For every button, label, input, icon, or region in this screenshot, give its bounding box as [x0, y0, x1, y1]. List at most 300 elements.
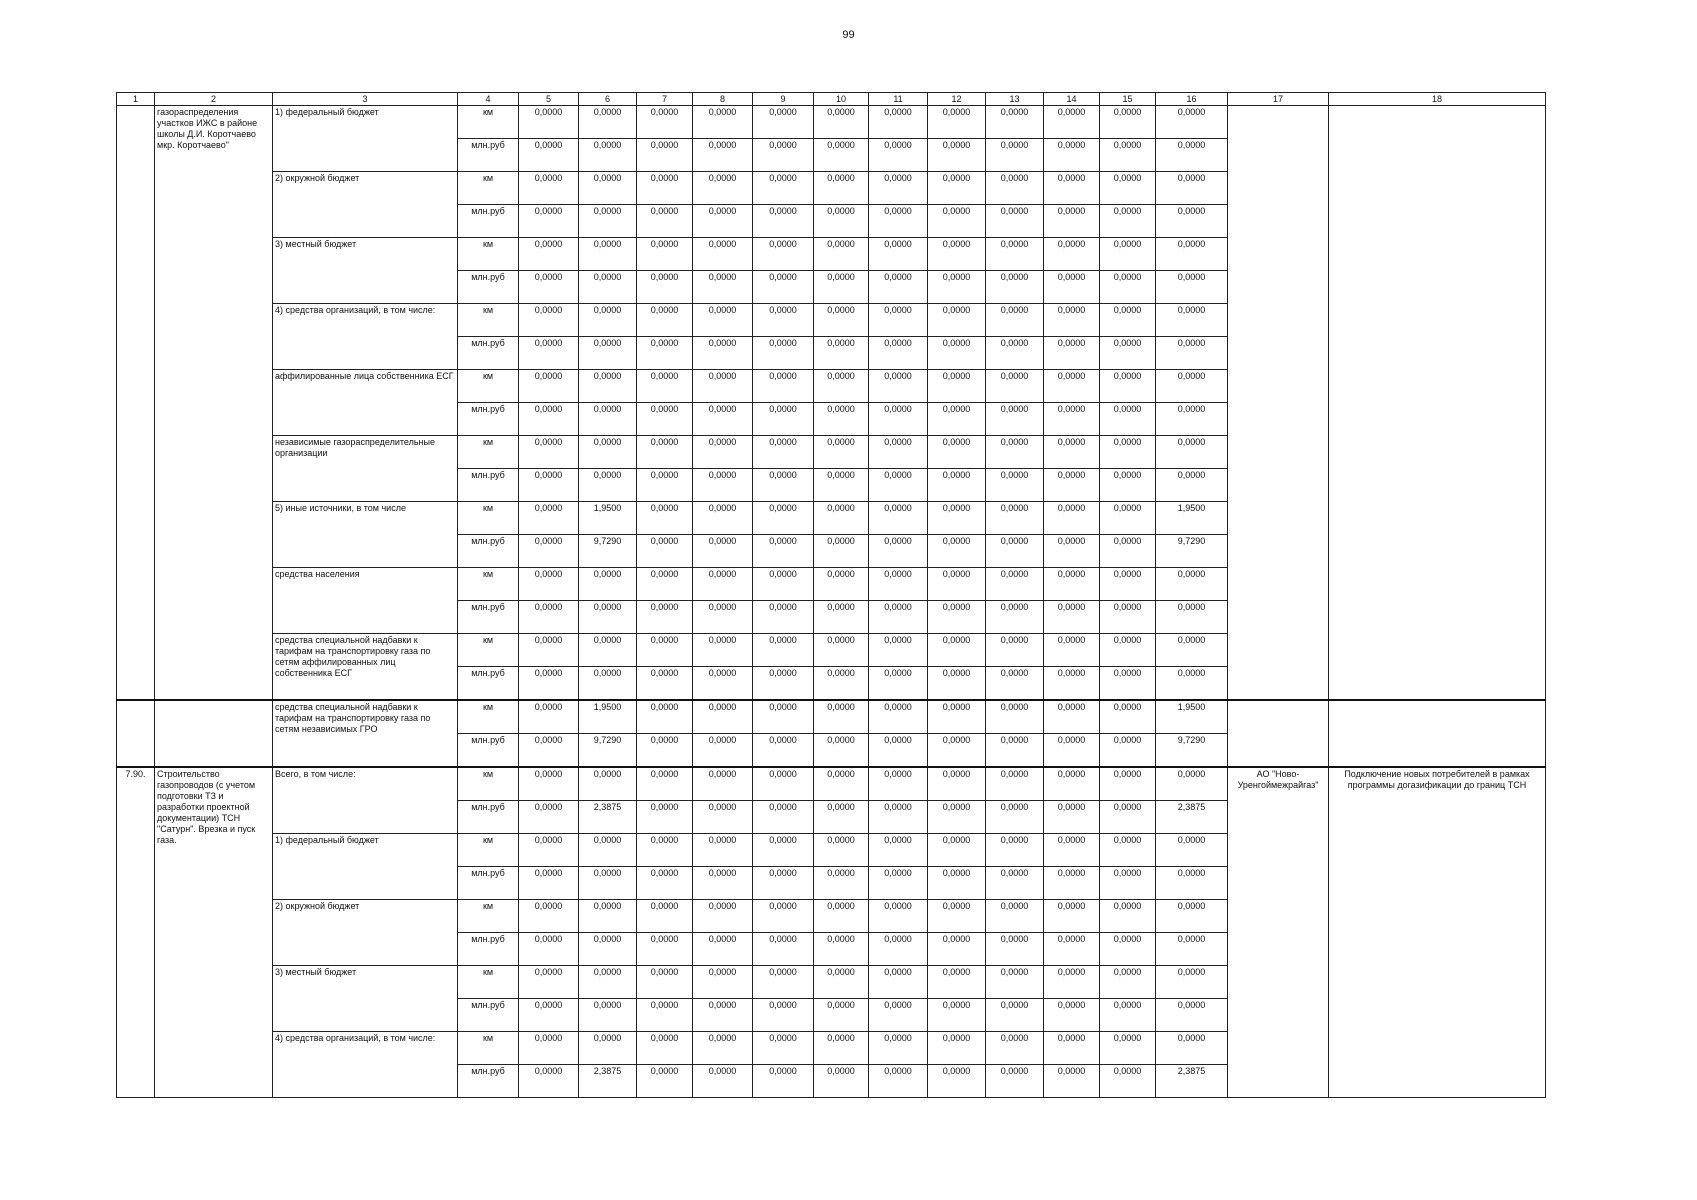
value-cell: 0,0000: [519, 767, 579, 801]
value-cell: 0,0000: [753, 1032, 814, 1065]
funding-source-label: 4) средства организаций, в том числе:: [273, 1032, 458, 1098]
value-cell: 0,0000: [693, 801, 753, 834]
value-cell: 0,0000: [637, 436, 693, 469]
column-number: 4: [458, 93, 519, 106]
value-cell: 0,0000: [928, 867, 986, 900]
purpose: [1329, 106, 1546, 701]
column-number: 15: [1100, 93, 1156, 106]
value-cell: 0,0000: [928, 966, 986, 999]
value-cell: 0,0000: [753, 601, 814, 634]
value-cell: 0,0000: [519, 801, 579, 834]
value-cell: 0,0000: [1044, 535, 1100, 568]
funding-source-label: 3) местный бюджет: [273, 966, 458, 1032]
value-cell: 0,0000: [637, 535, 693, 568]
value-cell: 0,0000: [1044, 734, 1100, 768]
value-cell: 0,0000: [579, 867, 637, 900]
value-cell: 0,0000: [693, 734, 753, 768]
value-cell: 0,0000: [986, 535, 1044, 568]
value-cell: 0,0000: [1156, 205, 1228, 238]
table-row: [117, 700, 1546, 734]
value-cell: 0,0000: [1156, 999, 1228, 1032]
column-number: 14: [1044, 93, 1100, 106]
value-cell: 0,0000: [1100, 502, 1156, 535]
value-cell: 0,0000: [869, 634, 928, 667]
value-cell: 0,0000: [519, 469, 579, 502]
value-cell: 0,0000: [814, 867, 869, 900]
unit-cell: км: [458, 634, 519, 667]
unit-cell: млн.руб: [458, 1065, 519, 1098]
value-cell: 0,0000: [928, 834, 986, 867]
value-cell: 0,0000: [814, 933, 869, 966]
value-cell: 0,0000: [1100, 1032, 1156, 1065]
value-cell: 0,0000: [519, 106, 579, 139]
value-cell: 0,0000: [986, 933, 1044, 966]
value-cell: 0,0000: [637, 867, 693, 900]
value-cell: 0,0000: [869, 734, 928, 768]
column-number: 13: [986, 93, 1044, 106]
value-cell: 0,0000: [1156, 568, 1228, 601]
value-cell: 0,0000: [579, 436, 637, 469]
funding-source-label: средства специальной надбавки к тарифам на транспортировку газа по сетям независимых ГРО: [273, 700, 458, 767]
value-cell: 0,0000: [1100, 634, 1156, 667]
value-cell: 0,0000: [519, 867, 579, 900]
column-number: 6: [579, 93, 637, 106]
value-cell: 0,0000: [869, 172, 928, 205]
value-cell: 0,0000: [814, 700, 869, 734]
value-cell: 0,0000: [637, 139, 693, 172]
column-number: 8: [693, 93, 753, 106]
value-cell: 0,0000: [693, 172, 753, 205]
value-cell: 0,0000: [986, 801, 1044, 834]
unit-cell: км: [458, 172, 519, 205]
value-cell: 0,0000: [753, 700, 814, 734]
value-cell: 0,0000: [753, 1065, 814, 1098]
value-cell: 0,0000: [986, 634, 1044, 667]
value-cell: 0,0000: [637, 734, 693, 768]
value-cell: 0,0000: [1156, 966, 1228, 999]
value-cell: 0,0000: [869, 205, 928, 238]
value-cell: 0,0000: [753, 205, 814, 238]
value-cell: 0,0000: [1100, 139, 1156, 172]
value-cell: 0,0000: [869, 834, 928, 867]
value-cell: 0,0000: [814, 337, 869, 370]
value-cell: 0,0000: [753, 667, 814, 701]
column-number: 3: [273, 93, 458, 106]
value-cell: 0,0000: [753, 767, 814, 801]
value-cell: 0,0000: [693, 106, 753, 139]
value-cell: 0,0000: [928, 1065, 986, 1098]
value-cell: 0,0000: [1156, 834, 1228, 867]
value-cell: 0,0000: [928, 634, 986, 667]
value-cell: 0,0000: [579, 634, 637, 667]
value-cell: 0,0000: [693, 403, 753, 436]
value-cell: 0,0000: [928, 667, 986, 701]
value-cell: 0,0000: [519, 933, 579, 966]
unit-cell: км: [458, 238, 519, 271]
value-cell: 0,0000: [986, 403, 1044, 436]
value-cell: 0,0000: [1044, 106, 1100, 139]
column-number: 1: [117, 93, 155, 106]
value-cell: 0,0000: [693, 304, 753, 337]
value-cell: 0,0000: [693, 834, 753, 867]
value-cell: 0,0000: [928, 271, 986, 304]
value-cell: 0,0000: [986, 767, 1044, 801]
unit-cell: км: [458, 304, 519, 337]
value-cell: 0,0000: [928, 801, 986, 834]
funding-source-label: 1) федеральный бюджет: [273, 834, 458, 900]
value-cell: 0,0000: [579, 106, 637, 139]
value-cell: 0,0000: [986, 999, 1044, 1032]
value-cell: 0,0000: [814, 139, 869, 172]
value-cell: 0,0000: [1100, 238, 1156, 271]
unit-cell: км: [458, 106, 519, 139]
value-cell: 0,0000: [1100, 436, 1156, 469]
value-cell: 0,0000: [986, 370, 1044, 403]
unit-cell: км: [458, 1032, 519, 1065]
value-cell: 0,0000: [637, 601, 693, 634]
value-cell: 0,0000: [579, 304, 637, 337]
value-cell: 0,0000: [519, 1065, 579, 1098]
unit-cell: млн.руб: [458, 999, 519, 1032]
unit-cell: млн.руб: [458, 867, 519, 900]
unit-cell: км: [458, 834, 519, 867]
value-cell: 0,0000: [753, 403, 814, 436]
value-cell: 0,0000: [693, 469, 753, 502]
value-cell: 0,0000: [869, 933, 928, 966]
value-cell: 0,0000: [579, 370, 637, 403]
value-cell: 0,0000: [814, 238, 869, 271]
value-cell: 0,0000: [869, 238, 928, 271]
value-cell: 0,0000: [637, 933, 693, 966]
value-cell: 0,0000: [928, 900, 986, 933]
value-cell: 0,0000: [928, 205, 986, 238]
value-cell: 0,0000: [928, 469, 986, 502]
value-cell: 0,0000: [1044, 767, 1100, 801]
unit-cell: млн.руб: [458, 667, 519, 701]
value-cell: 0,0000: [1156, 403, 1228, 436]
value-cell: 0,0000: [1156, 436, 1228, 469]
column-number-row: [117, 93, 1546, 106]
value-cell: 0,0000: [519, 403, 579, 436]
value-cell: 0,0000: [986, 601, 1044, 634]
value-cell: 0,0000: [814, 966, 869, 999]
value-cell: 1,9500: [1156, 700, 1228, 734]
value-cell: 0,0000: [753, 867, 814, 900]
funding-source-label: 2) окружной бюджет: [273, 900, 458, 966]
value-cell: 0,0000: [869, 535, 928, 568]
value-cell: 0,0000: [753, 436, 814, 469]
value-cell: 0,0000: [1156, 172, 1228, 205]
value-cell: 0,0000: [1100, 205, 1156, 238]
value-cell: 0,0000: [753, 535, 814, 568]
value-cell: 0,0000: [814, 304, 869, 337]
unit-cell: млн.руб: [458, 139, 519, 172]
unit-cell: млн.руб: [458, 734, 519, 768]
value-cell: 0,0000: [637, 106, 693, 139]
value-cell: 0,0000: [869, 271, 928, 304]
value-cell: 0,0000: [986, 734, 1044, 768]
value-cell: 0,0000: [637, 834, 693, 867]
value-cell: 0,0000: [814, 1032, 869, 1065]
value-cell: 0,0000: [1044, 370, 1100, 403]
value-cell: 9,7290: [1156, 734, 1228, 768]
value-cell: 0,0000: [928, 999, 986, 1032]
value-cell: 0,0000: [869, 601, 928, 634]
value-cell: 0,0000: [693, 502, 753, 535]
item-name: Строительство газопроводов (с учетом подготовки ТЗ и разработки проектной документации) ТСН "Сатурн". Врезка и пуск газа.: [155, 767, 273, 1098]
value-cell: 0,0000: [814, 469, 869, 502]
purpose: Подключение новых потребителей в рамках программы догазификации до границ ТСН: [1329, 767, 1546, 1098]
value-cell: 0,0000: [1100, 1065, 1156, 1098]
value-cell: 0,0000: [753, 238, 814, 271]
unit-cell: млн.руб: [458, 271, 519, 304]
value-cell: 0,0000: [986, 304, 1044, 337]
value-cell: 0,0000: [693, 271, 753, 304]
value-cell: 0,0000: [1156, 867, 1228, 900]
value-cell: 0,0000: [753, 469, 814, 502]
table-row: [117, 106, 1546, 139]
column-number: 10: [814, 93, 869, 106]
value-cell: 0,0000: [986, 502, 1044, 535]
value-cell: 0,0000: [986, 1032, 1044, 1065]
funding-source-label: 4) средства организаций, в том числе:: [273, 304, 458, 370]
value-cell: 0,0000: [1100, 337, 1156, 370]
value-cell: 0,0000: [814, 601, 869, 634]
value-cell: 0,0000: [637, 370, 693, 403]
value-cell: 0,0000: [579, 403, 637, 436]
value-cell: 0,0000: [519, 700, 579, 734]
value-cell: 0,0000: [693, 700, 753, 734]
item-number: [117, 700, 155, 767]
value-cell: 0,0000: [693, 205, 753, 238]
value-cell: 0,0000: [1100, 834, 1156, 867]
value-cell: 0,0000: [928, 304, 986, 337]
value-cell: 0,0000: [1156, 238, 1228, 271]
value-cell: 0,0000: [1044, 502, 1100, 535]
value-cell: 0,0000: [869, 700, 928, 734]
value-cell: 0,0000: [753, 106, 814, 139]
value-cell: 0,0000: [1100, 304, 1156, 337]
value-cell: 0,0000: [1100, 734, 1156, 768]
column-number: 9: [753, 93, 814, 106]
value-cell: 0,0000: [1100, 469, 1156, 502]
value-cell: 0,0000: [986, 867, 1044, 900]
value-cell: 0,0000: [637, 634, 693, 667]
unit-cell: млн.руб: [458, 205, 519, 238]
value-cell: 0,0000: [869, 1065, 928, 1098]
value-cell: 2,3875: [1156, 1065, 1228, 1098]
funding-source-label: средства специальной надбавки к тарифам на транспортировку газа по сетям аффилированных лиц собственника ЕСГ: [273, 634, 458, 701]
value-cell: 0,0000: [814, 502, 869, 535]
value-cell: 0,0000: [1156, 271, 1228, 304]
value-cell: 0,0000: [928, 337, 986, 370]
value-cell: 0,0000: [986, 337, 1044, 370]
value-cell: 0,0000: [1100, 172, 1156, 205]
value-cell: 0,0000: [519, 601, 579, 634]
unit-cell: млн.руб: [458, 535, 519, 568]
value-cell: 0,0000: [869, 403, 928, 436]
value-cell: 1,9500: [579, 502, 637, 535]
value-cell: 0,0000: [579, 205, 637, 238]
value-cell: 0,0000: [519, 900, 579, 933]
value-cell: 0,0000: [928, 502, 986, 535]
value-cell: 0,0000: [986, 106, 1044, 139]
value-cell: 0,0000: [869, 106, 928, 139]
value-cell: 0,0000: [637, 767, 693, 801]
value-cell: 0,0000: [579, 238, 637, 271]
unit-cell: км: [458, 502, 519, 535]
value-cell: 0,0000: [986, 1065, 1044, 1098]
value-cell: 0,0000: [928, 370, 986, 403]
unit-cell: км: [458, 900, 519, 933]
value-cell: 0,0000: [928, 1032, 986, 1065]
value-cell: 0,0000: [1100, 370, 1156, 403]
page-number: 99: [842, 29, 855, 41]
value-cell: 0,0000: [753, 370, 814, 403]
value-cell: 0,0000: [1156, 900, 1228, 933]
value-cell: 0,0000: [814, 535, 869, 568]
value-cell: 0,0000: [986, 271, 1044, 304]
unit-cell: млн.руб: [458, 933, 519, 966]
value-cell: 0,0000: [519, 502, 579, 535]
value-cell: 0,0000: [753, 634, 814, 667]
value-cell: 0,0000: [753, 900, 814, 933]
value-cell: 1,9500: [579, 700, 637, 734]
value-cell: 0,0000: [814, 106, 869, 139]
value-cell: 0,0000: [928, 172, 986, 205]
value-cell: 0,0000: [693, 238, 753, 271]
value-cell: 0,0000: [519, 667, 579, 701]
value-cell: 0,0000: [869, 337, 928, 370]
value-cell: 0,0000: [693, 867, 753, 900]
value-cell: 0,0000: [519, 1032, 579, 1065]
item-number: [117, 106, 155, 701]
column-number: 17: [1228, 93, 1329, 106]
value-cell: 0,0000: [1156, 370, 1228, 403]
value-cell: 0,0000: [1044, 667, 1100, 701]
value-cell: 0,0000: [869, 370, 928, 403]
value-cell: 0,0000: [519, 139, 579, 172]
value-cell: 0,0000: [1100, 568, 1156, 601]
value-cell: 0,0000: [814, 834, 869, 867]
value-cell: 0,0000: [1044, 337, 1100, 370]
value-cell: 0,0000: [637, 700, 693, 734]
value-cell: 0,0000: [928, 700, 986, 734]
value-cell: 0,0000: [1044, 304, 1100, 337]
value-cell: 0,0000: [693, 139, 753, 172]
value-cell: 0,0000: [1100, 403, 1156, 436]
value-cell: 0,0000: [753, 271, 814, 304]
value-cell: 0,0000: [869, 436, 928, 469]
value-cell: 0,0000: [869, 867, 928, 900]
value-cell: 0,0000: [637, 271, 693, 304]
value-cell: 0,0000: [579, 139, 637, 172]
value-cell: 0,0000: [693, 900, 753, 933]
value-cell: 0,0000: [986, 469, 1044, 502]
value-cell: 0,0000: [1044, 205, 1100, 238]
value-cell: 0,0000: [869, 667, 928, 701]
unit-cell: млн.руб: [458, 801, 519, 834]
value-cell: 0,0000: [637, 238, 693, 271]
value-cell: 0,0000: [928, 568, 986, 601]
value-cell: 0,0000: [928, 106, 986, 139]
value-cell: 0,0000: [869, 767, 928, 801]
value-cell: 0,0000: [928, 436, 986, 469]
value-cell: 0,0000: [814, 1065, 869, 1098]
unit-cell: км: [458, 568, 519, 601]
value-cell: 0,0000: [986, 205, 1044, 238]
value-cell: 0,0000: [986, 139, 1044, 172]
value-cell: 0,0000: [579, 601, 637, 634]
value-cell: 0,0000: [637, 304, 693, 337]
value-cell: 0,0000: [1156, 634, 1228, 667]
value-cell: 0,0000: [1156, 601, 1228, 634]
value-cell: 0,0000: [753, 801, 814, 834]
value-cell: 0,0000: [693, 966, 753, 999]
value-cell: 0,0000: [986, 238, 1044, 271]
value-cell: 0,0000: [637, 667, 693, 701]
value-cell: 0,0000: [1044, 966, 1100, 999]
value-cell: 0,0000: [928, 601, 986, 634]
value-cell: 0,0000: [869, 304, 928, 337]
value-cell: 0,0000: [1100, 601, 1156, 634]
value-cell: 0,0000: [869, 999, 928, 1032]
value-cell: 0,0000: [1044, 238, 1100, 271]
value-cell: 0,0000: [519, 568, 579, 601]
value-cell: 0,0000: [814, 436, 869, 469]
value-cell: 0,0000: [1156, 106, 1228, 139]
column-number: 12: [928, 93, 986, 106]
value-cell: 0,0000: [693, 767, 753, 801]
value-cell: 0,0000: [1156, 304, 1228, 337]
value-cell: 9,7290: [579, 734, 637, 768]
value-cell: 0,0000: [1044, 933, 1100, 966]
value-cell: 0,0000: [693, 436, 753, 469]
value-cell: 0,0000: [869, 801, 928, 834]
value-cell: 0,0000: [693, 933, 753, 966]
value-cell: 0,0000: [1044, 568, 1100, 601]
funding-source-label: Всего, в том числе:: [273, 767, 458, 834]
value-cell: 0,0000: [637, 966, 693, 999]
value-cell: 0,0000: [579, 469, 637, 502]
value-cell: 0,0000: [579, 271, 637, 304]
value-cell: 0,0000: [814, 403, 869, 436]
value-cell: 0,0000: [1044, 834, 1100, 867]
value-cell: 0,0000: [986, 172, 1044, 205]
value-cell: 0,0000: [519, 205, 579, 238]
value-cell: 0,0000: [1044, 271, 1100, 304]
value-cell: 0,0000: [1100, 767, 1156, 801]
value-cell: 0,0000: [693, 1065, 753, 1098]
value-cell: 0,0000: [1100, 900, 1156, 933]
executor: [1228, 700, 1329, 767]
value-cell: 0,0000: [753, 172, 814, 205]
value-cell: 0,0000: [753, 933, 814, 966]
funding-source-label: независимые газораспределительные организации: [273, 436, 458, 502]
funding-source-label: 2) окружной бюджет: [273, 172, 458, 238]
value-cell: 0,0000: [1156, 469, 1228, 502]
value-cell: 0,0000: [986, 700, 1044, 734]
value-cell: 0,0000: [814, 767, 869, 801]
value-cell: 0,0000: [1100, 801, 1156, 834]
value-cell: 0,0000: [814, 205, 869, 238]
funding-source-label: 1) федеральный бюджет: [273, 106, 458, 172]
value-cell: 0,0000: [1044, 900, 1100, 933]
value-cell: 0,0000: [579, 834, 637, 867]
value-cell: 0,0000: [753, 834, 814, 867]
value-cell: 0,0000: [753, 337, 814, 370]
value-cell: 0,0000: [869, 900, 928, 933]
